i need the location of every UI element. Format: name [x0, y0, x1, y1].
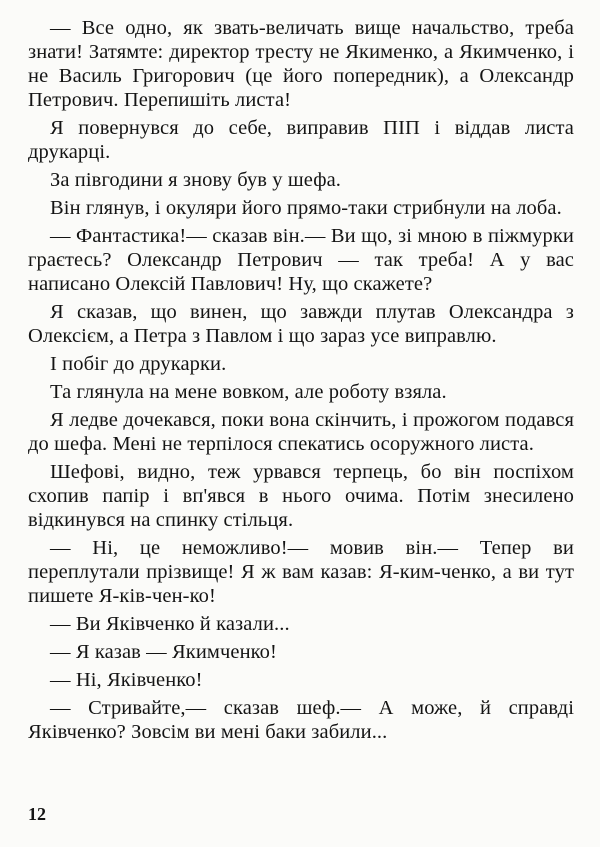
paragraph-14: — Ні, Яківченко!	[50, 669, 203, 691]
paragraph-7: І побіг до друкарки.	[50, 353, 227, 375]
paragraph-11: — Ні, це неможливо!— мовив він.— Тепер ви переплутали прізвище! Я ж вам казав: Я-ким-ченко, а ви тут пишете Я-ків-чен-ко!	[28, 537, 574, 607]
paragraph-6: Я сказав, що винен, що завжди плутав Олександра з Олексієм, а Петра з Павлом і що зараз усе виправлю.	[28, 301, 574, 347]
paragraph-8: Та глянула на мене вовком, але роботу взяла.	[50, 381, 447, 403]
paragraph-2: Я повернувся до себе, виправив ПІП і віддав листа друкарці.	[28, 117, 574, 163]
paragraph-10: Шефові, видно, теж урвався терпець, бо він поспіхом схопив папір і вп'явся в нього очима. Потім знесилено відкинувся на спинку стільця.	[28, 461, 574, 531]
paragraph-5: — Фантастика!— сказав він.— Ви що, зі мною в піжмурки граєтесь? Олександр Петрович — так треба! А у вас написано Олексій Павлович! Ну, що скажете?	[28, 225, 574, 295]
paragraph-15: — Стривайте,— сказав шеф.— А може, й справді Яківченко? Зовсім ви мені баки забили...	[28, 697, 574, 743]
paragraph-9: Я ледве дочекався, поки вона скінчить, і прожогом подався до шефа. Мені не терпілося спекатись осоружного листа.	[28, 409, 574, 455]
paragraph-4: Він глянув, і окуляри його прямо-таки стрибнули на лоба.	[50, 197, 562, 219]
paragraph-12: — Ви Яківченко й казали...	[50, 613, 290, 635]
paragraph-13: — Я казав — Якимченко!	[50, 641, 277, 663]
paragraph-1: — Все одно, як звать-величать вище начальство, треба знати! Затямте: директор тресту не Якименко, а Якимченко, і не Василь Григорович (це його попередник), а Олександр Петрович. Перепишіть листа!	[28, 17, 574, 111]
page-number: 12	[28, 804, 46, 824]
body-text	[28, 16, 574, 748]
paragraph-3: За півгодини я знову був у шефа.	[50, 169, 342, 191]
